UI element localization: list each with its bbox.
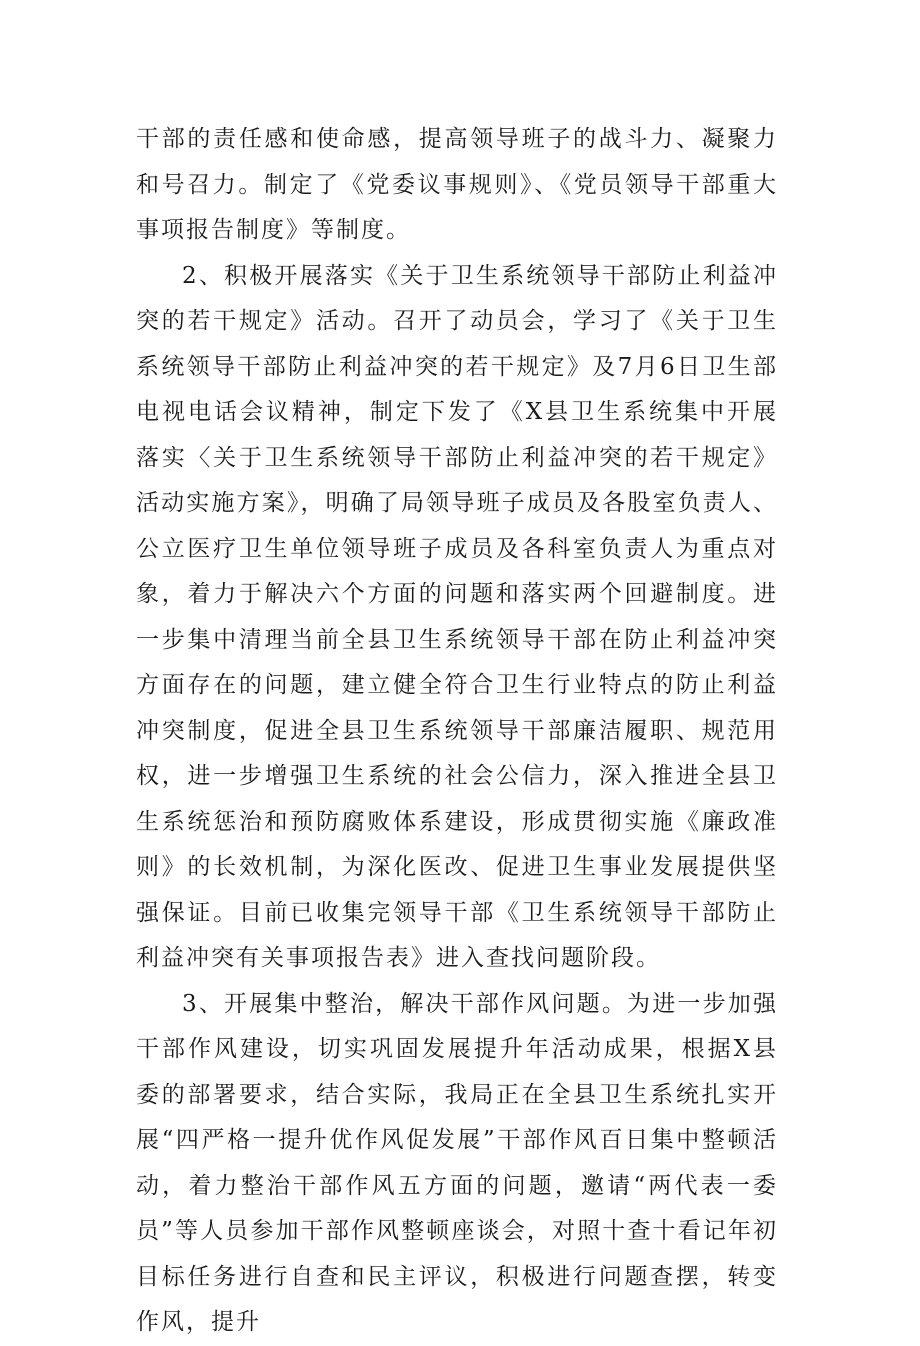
paragraph-3: 3、开展集中整治，解决干部作风问题。为进一步加强干部作风建设，切实巩固发展提升年活动成果，根据X县委的部署要求，结合实际，我局正在全县卫生系统扎实开展“四严格一提升优作风促发展”干部作风百日集中整顿活动，着力整治干部作风五方面的问题，邀请“两代表一委员”等人员参加干部作风整顿座谈会，对照十查十看记年初目标任务进行自查和民主评议，积极进行问题查摆，转变作风，提升 <box>136 990 778 1335</box>
paragraph-2: 2、积极开展落实《关于卫生系统领导干部防止利益冲突的若干规定》活动。召开了动员会，学习了《关于卫生系统领导干部防止利益冲突的若干规定》及7月6日卫生部电视电话会议精神，制定下发了《X县卫生系统集中开展落实〈关于卫生系统领导干部防止利益冲突的若干规定》活动实施方案》，明确了局领导班子成员及各股室负责人、公立医疗卫生单位领导班子成员及各科室负责人为重点对象，着力于解决六个方面的问题和落实两个回避制度。进一步集中清理当前全县卫生系统领导干部在防止利益冲突方面存在的问题，建立健全符合卫生行业特点的防止利益冲突制度，促进全县卫生系统领导干部廉洁履职、规范用权，进一步增强卫生系统的社会公信力，深入推进全县卫生系统惩治和预防腐败体系建设，形成贯彻实施《廉政准则》的长效机制，为深化医改、促进卫生事业发展提供坚强保证。目前已收集完领导干部《卫生系统领导干部防止利益冲突有关事项报告表》进入查找问题阶段。 <box>136 262 778 971</box>
paragraph-1: 干部的责任感和使命感，提高领导班子的战斗力、凝聚力和号召力。制定了《党委议事规则》、《党员领导干部重大事项报告制度》等制度。 <box>136 126 778 243</box>
